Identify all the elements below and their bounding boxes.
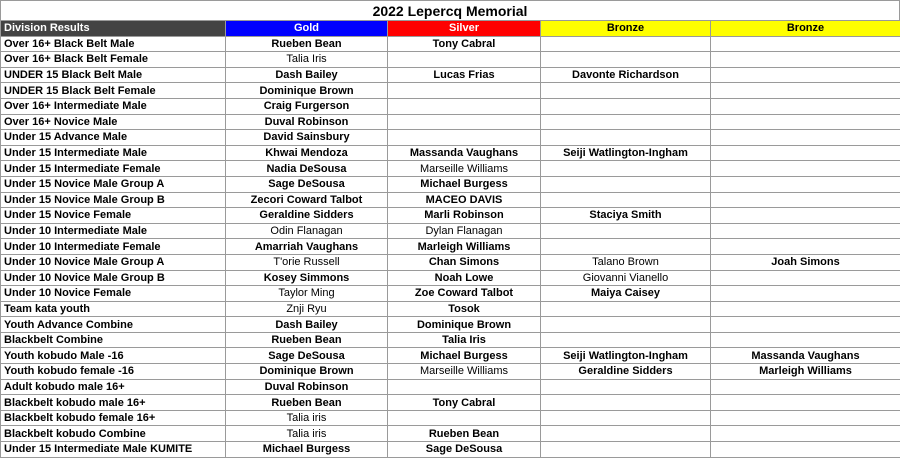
table-row [1, 270, 900, 286]
bronze2-cell [711, 426, 900, 442]
silver-cell [388, 83, 541, 99]
division-cell: Under 15 Advance Male [1, 130, 226, 146]
header-bronze-1: Bronze [541, 21, 711, 37]
bronze1-cell [541, 379, 711, 395]
gold-cell: Zecori Coward Talbot [226, 192, 388, 208]
results-table [0, 20, 900, 458]
table-row [1, 130, 900, 146]
division-cell: Under 10 Intermediate Male [1, 223, 226, 239]
bronze2-cell: Massanda Vaughans [711, 348, 900, 364]
table-row [1, 176, 900, 192]
bronze1-cell [541, 83, 711, 99]
header-gold: Gold [226, 21, 388, 37]
table-row [1, 36, 900, 52]
gold-cell: Rueben Bean [226, 36, 388, 52]
division-cell: Under 15 Intermediate Male KUMITE [1, 442, 226, 458]
bronze1-cell [541, 239, 711, 255]
division-cell: Over 16+ Novice Male [1, 114, 226, 130]
gold-cell: Khwai Mendoza [226, 145, 388, 161]
table-row [1, 286, 900, 302]
table-row [1, 317, 900, 333]
bronze1-cell [541, 442, 711, 458]
silver-cell [388, 410, 541, 426]
gold-cell: Geraldine Sidders [226, 208, 388, 224]
bronze2-cell [711, 317, 900, 333]
gold-cell: Duval Robinson [226, 114, 388, 130]
bronze1-cell [541, 130, 711, 146]
bronze2-cell [711, 395, 900, 411]
bronze2-cell [711, 442, 900, 458]
table-row [1, 348, 900, 364]
silver-cell: Marseille Williams [388, 364, 541, 380]
header-row [1, 21, 900, 37]
silver-cell: Chan Simons [388, 254, 541, 270]
gold-cell: Kosey Simmons [226, 270, 388, 286]
gold-cell: Amarriah Vaughans [226, 239, 388, 255]
gold-cell: Znji Ryu [226, 301, 388, 317]
table-row [1, 114, 900, 130]
table-row [1, 301, 900, 317]
silver-cell [388, 114, 541, 130]
bronze1-cell [541, 114, 711, 130]
bronze1-cell: Geraldine Sidders [541, 364, 711, 380]
sheet-title: 2022 Lepercq Memorial [0, 0, 900, 20]
table-row [1, 98, 900, 114]
table-row [1, 395, 900, 411]
silver-cell: Sage DeSousa [388, 442, 541, 458]
gold-cell: Sage DeSousa [226, 176, 388, 192]
bronze1-cell [541, 332, 711, 348]
silver-cell: Noah Lowe [388, 270, 541, 286]
bronze1-cell [541, 301, 711, 317]
division-cell: Under 10 Novice Female [1, 286, 226, 302]
bronze2-cell [711, 98, 900, 114]
division-cell: Under 15 Novice Male Group B [1, 192, 226, 208]
table-row [1, 67, 900, 83]
division-cell: Over 16+ Black Belt Female [1, 52, 226, 68]
gold-cell: Talia iris [226, 426, 388, 442]
gold-cell: Odin Flanagan [226, 223, 388, 239]
silver-cell [388, 379, 541, 395]
silver-cell: Dominique Brown [388, 317, 541, 333]
bronze2-cell [711, 176, 900, 192]
bronze1-cell: Davonte Richardson [541, 67, 711, 83]
bronze1-cell: Staciya Smith [541, 208, 711, 224]
gold-cell: Rueben Bean [226, 395, 388, 411]
division-cell: Adult kobudo male 16+ [1, 379, 226, 395]
division-cell: Under 15 Novice Female [1, 208, 226, 224]
table-row [1, 410, 900, 426]
division-cell: Under 10 Novice Male Group A [1, 254, 226, 270]
silver-cell [388, 98, 541, 114]
silver-cell: Marli Robinson [388, 208, 541, 224]
division-cell: Under 10 Intermediate Female [1, 239, 226, 255]
table-row [1, 426, 900, 442]
results-body [1, 36, 900, 457]
division-cell: Youth Advance Combine [1, 317, 226, 333]
bronze2-cell [711, 145, 900, 161]
silver-cell: Rueben Bean [388, 426, 541, 442]
header-division: Division Results [1, 21, 226, 37]
bronze1-cell: Giovanni Vianello [541, 270, 711, 286]
gold-cell: Duval Robinson [226, 379, 388, 395]
bronze1-cell [541, 317, 711, 333]
header-silver: Silver [388, 21, 541, 37]
bronze2-cell [711, 223, 900, 239]
division-cell: Blackbelt kobudo female 16+ [1, 410, 226, 426]
bronze2-cell [711, 83, 900, 99]
silver-cell: Massanda Vaughans [388, 145, 541, 161]
division-cell: Team kata youth [1, 301, 226, 317]
bronze2-cell: Joah Simons [711, 254, 900, 270]
silver-cell: Tony Cabral [388, 36, 541, 52]
bronze1-cell [541, 98, 711, 114]
bronze1-cell [541, 223, 711, 239]
gold-cell: Michael Burgess [226, 442, 388, 458]
bronze2-cell [711, 410, 900, 426]
table-row [1, 254, 900, 270]
silver-cell [388, 52, 541, 68]
bronze1-cell: Talano Brown [541, 254, 711, 270]
table-row [1, 192, 900, 208]
table-row [1, 364, 900, 380]
bronze2-cell [711, 301, 900, 317]
gold-cell: David Sainsbury [226, 130, 388, 146]
silver-cell: Marleigh Williams [388, 239, 541, 255]
bronze1-cell [541, 192, 711, 208]
division-cell: Under 10 Novice Male Group B [1, 270, 226, 286]
bronze2-cell [711, 52, 900, 68]
silver-cell: Talia Iris [388, 332, 541, 348]
table-row [1, 379, 900, 395]
bronze1-cell [541, 410, 711, 426]
gold-cell: Dash Bailey [226, 317, 388, 333]
bronze2-cell [711, 332, 900, 348]
table-row [1, 208, 900, 224]
bronze1-cell: Seiji Watlington-Ingham [541, 145, 711, 161]
silver-cell: Lucas Frias [388, 67, 541, 83]
bronze2-cell [711, 270, 900, 286]
table-row [1, 145, 900, 161]
table-row [1, 83, 900, 99]
silver-cell: MACEO DAVIS [388, 192, 541, 208]
table-row [1, 223, 900, 239]
gold-cell: Dash Bailey [226, 67, 388, 83]
division-cell: UNDER 15 Black Belt Female [1, 83, 226, 99]
division-cell: Blackbelt kobudo Combine [1, 426, 226, 442]
bronze2-cell [711, 379, 900, 395]
gold-cell: T'orie Russell [226, 254, 388, 270]
division-cell: Youth kobudo Male -16 [1, 348, 226, 364]
table-row [1, 161, 900, 177]
division-cell: UNDER 15 Black Belt Male [1, 67, 226, 83]
bronze1-cell [541, 36, 711, 52]
silver-cell: Michael Burgess [388, 176, 541, 192]
silver-cell: Tony Cabral [388, 395, 541, 411]
table-row [1, 239, 900, 255]
gold-cell: Taylor Ming [226, 286, 388, 302]
bronze2-cell [711, 192, 900, 208]
bronze2-cell [711, 67, 900, 83]
bronze1-cell [541, 52, 711, 68]
silver-cell: Michael Burgess [388, 348, 541, 364]
gold-cell: Craig Furgerson [226, 98, 388, 114]
gold-cell: Talia Iris [226, 52, 388, 68]
division-cell: Youth kobudo female -16 [1, 364, 226, 380]
bronze1-cell: Seiji Watlington-Ingham [541, 348, 711, 364]
bronze2-cell [711, 286, 900, 302]
gold-cell: Sage DeSousa [226, 348, 388, 364]
division-cell: Over 16+ Intermediate Male [1, 98, 226, 114]
bronze1-cell: Maiya Caisey [541, 286, 711, 302]
bronze2-cell [711, 36, 900, 52]
division-cell: Over 16+ Black Belt Male [1, 36, 226, 52]
bronze1-cell [541, 426, 711, 442]
silver-cell: Dylan Flanagan [388, 223, 541, 239]
silver-cell [388, 130, 541, 146]
silver-cell: Marseille Williams [388, 161, 541, 177]
division-cell: Blackbelt Combine [1, 332, 226, 348]
bronze1-cell [541, 161, 711, 177]
table-row [1, 332, 900, 348]
division-cell: Under 15 Intermediate Female [1, 161, 226, 177]
bronze1-cell [541, 395, 711, 411]
bronze1-cell [541, 176, 711, 192]
bronze2-cell: Marleigh Williams [711, 364, 900, 380]
division-cell: Under 15 Intermediate Male [1, 145, 226, 161]
bronze2-cell [711, 208, 900, 224]
table-row [1, 52, 900, 68]
gold-cell: Dominique Brown [226, 83, 388, 99]
gold-cell: Talia iris [226, 410, 388, 426]
gold-cell: Nadia DeSousa [226, 161, 388, 177]
division-cell: Blackbelt kobudo male 16+ [1, 395, 226, 411]
bronze2-cell [711, 114, 900, 130]
bronze2-cell [711, 239, 900, 255]
header-bronze-2: Bronze [711, 21, 900, 37]
table-row [1, 442, 900, 458]
silver-cell: Tosok [388, 301, 541, 317]
silver-cell: Zoe Coward Talbot [388, 286, 541, 302]
bronze2-cell [711, 130, 900, 146]
division-cell: Under 15 Novice Male Group A [1, 176, 226, 192]
bronze2-cell [711, 161, 900, 177]
gold-cell: Rueben Bean [226, 332, 388, 348]
gold-cell: Dominique Brown [226, 364, 388, 380]
